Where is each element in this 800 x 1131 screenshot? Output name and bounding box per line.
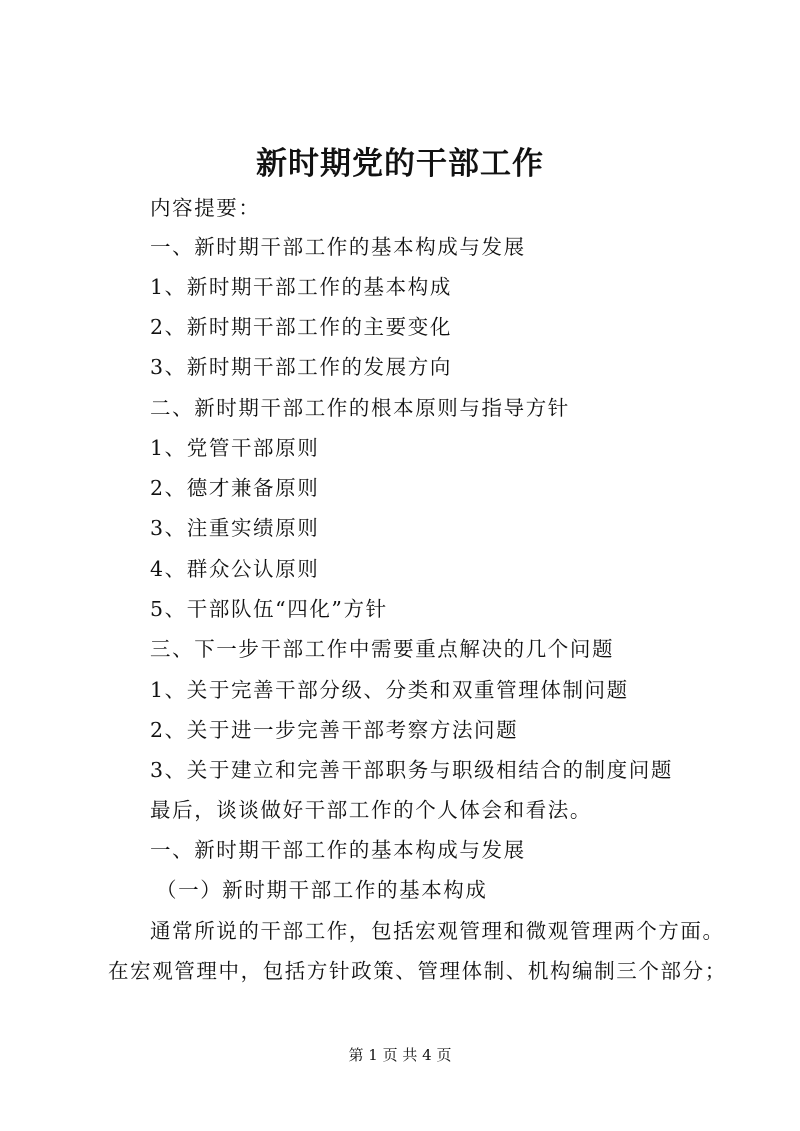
outline-line: 三、下一步干部工作中需要重点解决的几个问题 <box>150 637 615 661</box>
outline-line: 3、关于建立和完善干部职务与职级相结合的制度问题 <box>150 758 673 782</box>
outline-line: 1、关于完善干部分级、分类和双重管理体制问题 <box>150 678 629 702</box>
outline-line: 1、党管干部原则 <box>150 436 320 460</box>
outline-line: 2、德才兼备原则 <box>150 476 320 500</box>
outline-line: 内容提要： <box>150 196 261 220</box>
outline-line: 3、注重实绩原则 <box>150 516 320 540</box>
outline-line: 2、关于进一步完善干部考察方法问题 <box>150 718 519 742</box>
document-title: 新时期党的干部工作 <box>256 146 544 182</box>
body-paragraph-line: 通常所说的干部工作，包括宏观管理和微观管理两个方面。 <box>150 919 725 943</box>
section-subheading: （一）新时期干部工作的基本构成 <box>156 878 488 902</box>
outline-line: 2、新时期干部工作的主要变化 <box>150 315 452 339</box>
outline-line: 1、新时期干部工作的基本构成 <box>150 275 452 299</box>
outline-line: 一、新时期干部工作的基本构成与发展 <box>150 838 526 862</box>
outline-line: 3、新时期干部工作的发展方向 <box>150 355 452 379</box>
page-number-footer: 第 1 页 共 4 页 <box>348 1046 452 1064</box>
body-paragraph-line: 在宏观管理中，包括方针政策、管理体制、机构编制三个部分； <box>108 959 727 983</box>
outline-line: 一、新时期干部工作的基本构成与发展 <box>150 235 526 259</box>
outline-line: 4、群众公认原则 <box>150 557 320 581</box>
outline-line: 5、干部队伍“四化”方针 <box>150 597 388 621</box>
outline-line: 二、新时期干部工作的根本原则与指导方针 <box>150 396 570 420</box>
outline-line: 最后，谈谈做好干部工作的个人体会和看法。 <box>150 798 592 822</box>
